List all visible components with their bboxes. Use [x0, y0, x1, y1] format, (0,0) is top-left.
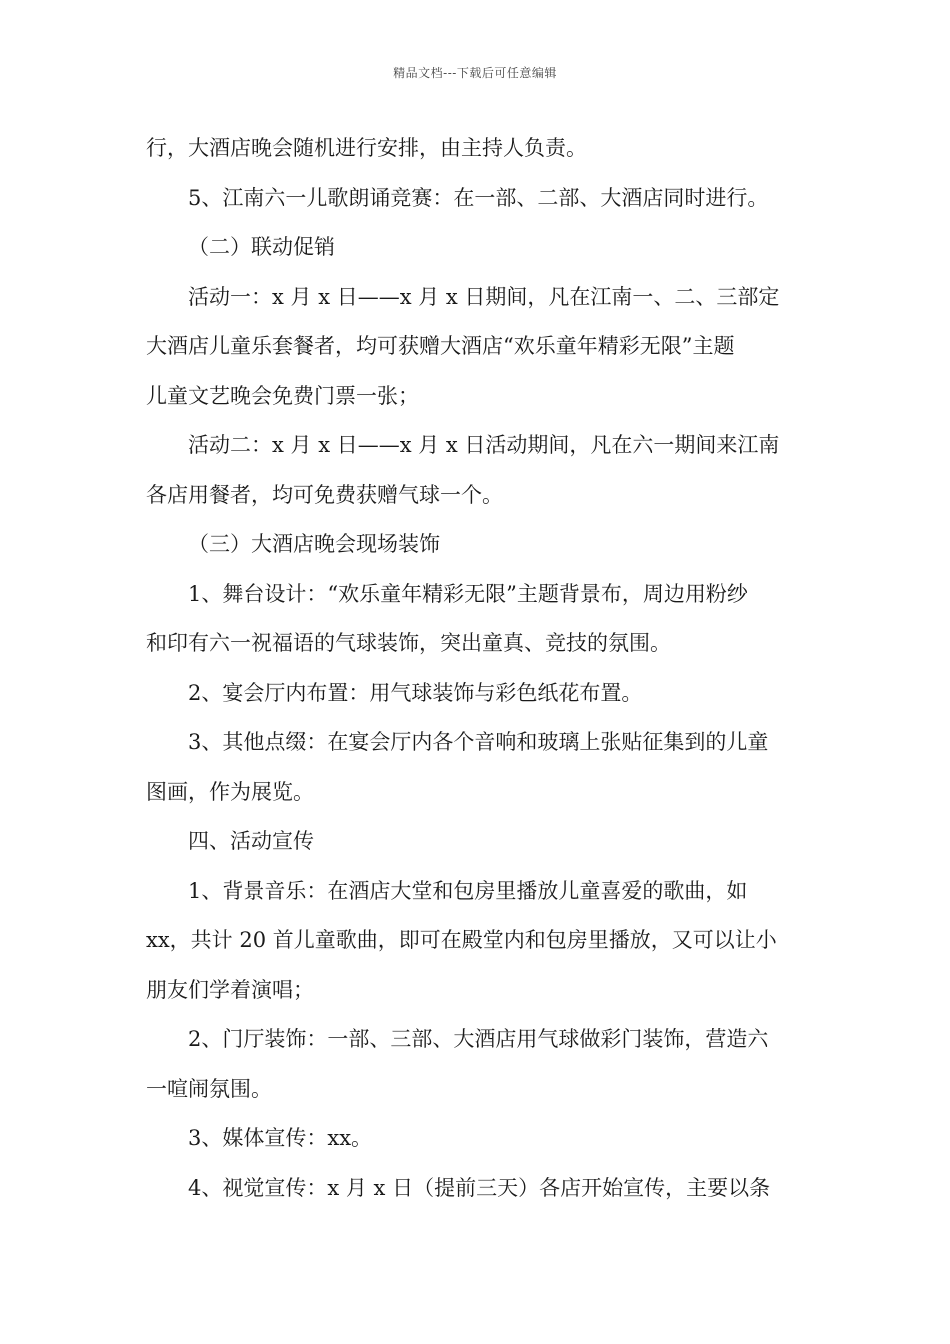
paragraph-line: 3、其他点缀：在宴会厅内各个音响和玻璃上张贴征集到的儿童	[188, 730, 769, 754]
paragraph-line: 朋友们学着演唱；	[146, 977, 314, 1002]
paragraph-line: 图画，作为展览。	[146, 779, 314, 804]
paragraph-line: 活动一：x 月 x 日——x 月 x 日期间，凡在江南一、二、三部定	[188, 284, 780, 309]
paragraph-line: 5、江南六一儿歌朗诵竞赛：在一部、二部、大酒店同时进行。	[188, 185, 769, 210]
paragraph-line: 和印有六一祝福语的气球装饰，突出童真、竞技的氛围。	[146, 631, 671, 655]
paragraph-line: 各店用餐者，均可免费获赠气球一个。	[146, 482, 503, 507]
paragraph-line: 2、宴会厅内布置：用气球装饰与彩色纸花布置。	[188, 680, 643, 705]
paragraph-line: 大酒店儿童乐套餐者，均可获赠大酒店“欢乐童年精彩无限”主题	[146, 334, 735, 358]
paragraph-line: 四、活动宣传	[188, 829, 314, 853]
paragraph-line: 一喧闹氛围。	[146, 1076, 272, 1101]
paragraph-line: （二）联动促销	[188, 235, 335, 259]
paragraph-line: 1、舞台设计：“欢乐童年精彩无限”主题背景布，周边用粉纱	[188, 581, 748, 606]
paragraph-line: 1、背景音乐：在酒店大堂和包房里播放儿童喜爱的歌曲，如	[188, 878, 748, 903]
paragraph-line: （三）大酒店晚会现场装饰	[188, 532, 440, 556]
paragraph-line: 2、门厅装饰：一部、三部、大酒店用气球做彩门装饰，营造六	[188, 1027, 769, 1051]
paragraph-line: 3、媒体宣传：xx。	[188, 1126, 373, 1150]
paragraph-line: 活动二：x 月 x 日——x 月 x 日活动期间，凡在六一期间来江南	[188, 433, 780, 457]
paragraph-line: 4、视觉宣传：x 月 x 日（提前三天）各店开始宣传，主要以条	[188, 1175, 771, 1200]
page-header: 精品文档---下载后可任意编辑	[393, 66, 557, 80]
paragraph-line: xx，共计 20 首儿童歌曲，即可在殿堂内和包房里播放，又可以让小	[146, 928, 777, 952]
paragraph-line: 儿童文艺晚会免费门票一张；	[146, 383, 419, 408]
paragraph-line: 行，大酒店晚会随机进行安排，由主持人负责。	[146, 136, 587, 160]
document-body	[146, 124, 806, 1213]
